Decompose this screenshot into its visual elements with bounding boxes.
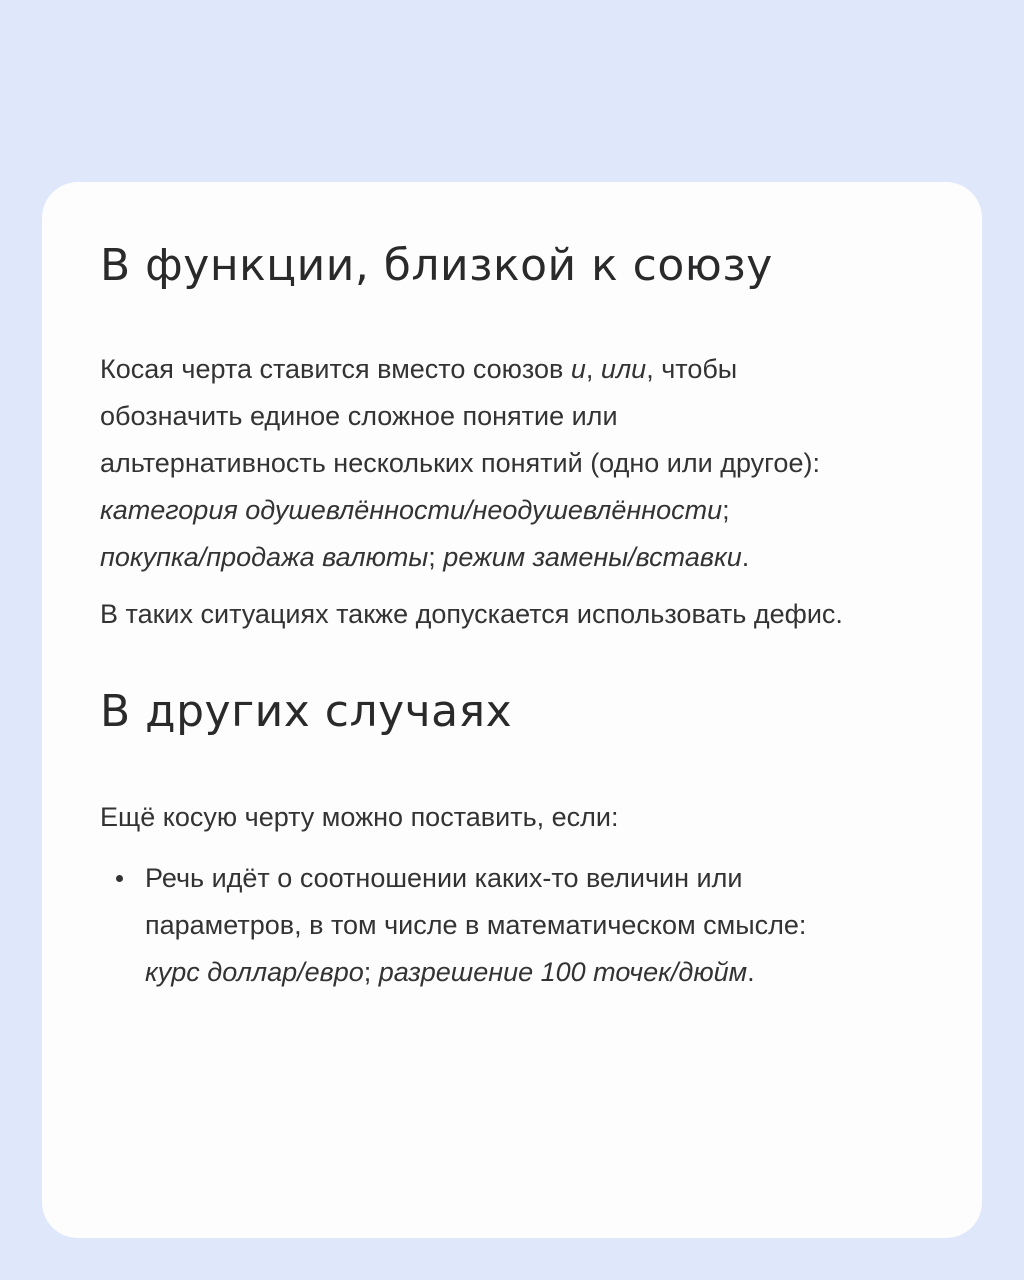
para1-line-2: обозначить единое сложное понятие или [100,401,618,431]
bullet-dot-icon [116,875,123,882]
bullet-line-1: Речь идёт о соотношении каких-то величин или [145,863,743,893]
paragraph-other-intro: Ещё косую черту можно поставить, если: [100,802,619,832]
bullet-line-3: курс доллар/евро; разрешение 100 точек/дюйм. [145,957,755,987]
paragraph-conjunction-rule [100,346,922,581]
content-card [42,182,982,1238]
paragraph-hyphen-note: В таких ситуациях также допускается использовать дефис. [100,599,843,629]
section-heading-conjunction: В функции, близкой к союзу [100,240,773,291]
para1-line-4: категория одушевлённости/неодушевлённости; [100,495,730,525]
para1-line-1: Косая черта ставится вместо союзов и, или, чтобы [100,354,738,384]
bullet-line-2: параметров, в том числе в математическом смысле: [145,910,807,940]
list-item [100,855,922,996]
para1-line-3: альтернативность нескольких понятий (одно или другое): [100,448,820,478]
bullet-list [100,855,922,996]
para1-line-5: покупка/продажа валюты; режим замены/вставки. [100,542,750,572]
section-heading-other-cases: В других случаях [100,686,513,737]
